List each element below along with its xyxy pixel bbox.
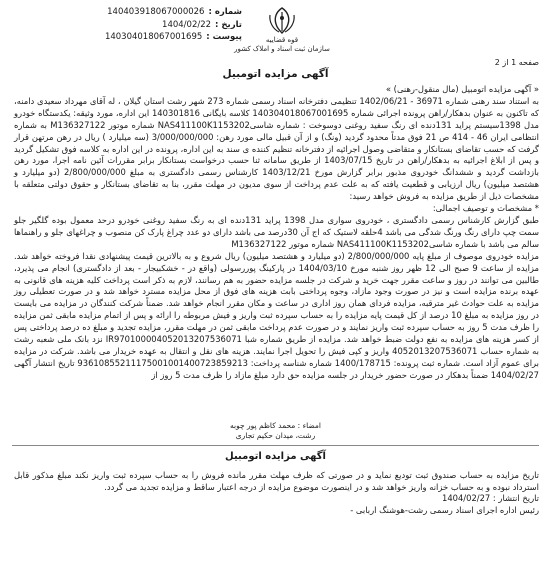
signer-role: رشت، میدان حکیم تجاری — [235, 431, 316, 440]
tracking-value: 140304018067001695 — [104, 32, 203, 42]
notice-paragraph: تاریخ مزایده به حساب صندوق ثبت تودیع نماید و در صورتی که ظرف مهلت مقرر مانده فروش را به حساب سپرده ثبت واریز نکند مبلغ مذکور قابل استرداد نبوده و به حساب خزانه واریز خواهد شد و در اینصورت موضوع مزایده از درجه اعتبار ساقط و مزایده تجدید می گردد. — [14, 470, 539, 492]
judiciary-emblem — [222, 6, 342, 61]
case-number-row — [12, 6, 242, 19]
notice-paragraph: به استناد سند رهنی شماره 36971 - 1402/06/21 تنظیمی دفترخانه اسناد رسمی شماره 273 شهر رشت استان گیلان ، له آقای مهرداد سعیدی دامنه، که تاکنون به عنوان بدهکار/راهن پرونده اجرائی شماره 140304018067001695 کلاسه بایگانی 140301816 این اداره، مورد وثیقه: یکدستگاه خودرو مدل 1398سیستم پراید 131دنده ای رنگ سفید روغنی دوسوخت : شماره شاسیNAS411100K1153202 شماره موتور M136327122 به شماره انتظامی ایران 46 - 414 ص 21 فوق مدتاً محدود گردید (ونگ) و از آن قبیل مالی مورد رهن: 3/000/000/000 (سه میلیارد ) ریال در رهن مرتهن قرار گرفت که حسب تقاضای بستانکار و متقاضی وصول اجرائیه از دفترخانه تنظیم کننده ی سند به این اداره، پرونده در این اداره به کلاسه فوق تشکیل گردید و پس از ابلاغ اجرائیه به بدهکار/راهن در تاریخ 1403/07/15 از طریق سامانه ثنا حسب درخواست بستانکار برابر مقررات آئین نامه اجرا، مورد رهن بازداشت گردید و ششدانگ خودروی مذبور برابر گزارش مورخ 1403/12/21 کارشناس رسمی دادگستری به مبلغ 2/800/000/000 (دو میلیارد و هشتصد میلیون) ریال ارزیابی و قطعیت یافته که به علت عدم پرداخت از سوی مدیون در مهلت مقرر، بنا به تقاضای بستانکار و حقوق دولتی متعلقه با مشخصات ذیل از طریق مزایده به فروش خواهد رسید: — [14, 95, 539, 202]
signature-block — [0, 421, 551, 441]
case-number-label: شماره : — [208, 7, 242, 17]
notice-body — [14, 84, 539, 424]
tracking-label: پیوست : — [206, 32, 242, 42]
notice-body-continued — [14, 470, 539, 570]
section-divider — [12, 445, 539, 446]
notice-paragraph: * مشخصات و توصیف اجمالی: — [432, 203, 539, 214]
emblem-icon — [265, 6, 299, 36]
issuer-line: رئیس اداره اجرای اسناد رسمی رشت-هوشنگ اربابی - — [350, 504, 539, 515]
date-label: تاریخ : — [215, 19, 242, 30]
tracking-row — [12, 31, 242, 44]
page-number: صفحه 1 از 2 — [494, 58, 539, 67]
date-row — [12, 19, 242, 32]
notice-title-continued: آگهی مزایده اتومبیل — [225, 451, 326, 462]
date-value: 1404/02/22 — [162, 19, 212, 30]
notice-paragraph: طبق گزارش کارشناس رسمی دادگستری ، خودروی سواری مدل 1398 پراید 131دنده ای به رنگ سفید روغنی خودرو درحد معمول بوده گلگیر جلو سمت چپ دارای رنگ ورنگ شدگی می باشد 4حلقه لاستیک که اج آن 30درصد می باشد دارای دو عدد چراغ پارک کن منصوب و چراغهای جلو و راهنماها سالم می باشد با شماره شاسیNAS411100K1153202 شماره موتور M136327122 — [14, 214, 539, 249]
publication-date: تاریخ انتشار : 1404/02/27 — [441, 493, 539, 503]
notice-title: آگهی مزایده اتومبیل — [222, 68, 329, 80]
document-header-meta — [12, 6, 242, 44]
signer-name: امضاء : محمد کاظم پور چوبه — [229, 421, 321, 430]
notice-paragraph: « آگهی مزایده اتومبیل (مال منقول-رهنی) » — [385, 84, 539, 94]
org-line-1: قوه قضاییه — [265, 36, 299, 44]
notice-paragraph: مزایده خودروی موصوف از مبلغ پایه 2/800/000/000 (دو میلیارد و هشتصد میلیون) ریال شروع و به بالاترین قیمت پیشنهادی نقدا فروخته خواهد شد. مزایده از ساعت 9 صبح الی 12 ظهر روز شنبه مورخ 1404/03/10 در پارکینگ پوررسولی (واقع در - خشکبیجار - بعد از دادگستری) انجام می پذیرد، طالبین می توانند در روز و ساعت مقرر جهت خرید و شرکت در جلسه مزایده حضور به هم رسانند، لازم به ذکر است پرداخت کلیه هزینه های قانونی به عهده برنده مزایده است و نیز در صورت وجود مازاد، وجوه پرداختی بابت هزینه های فوق از محل مزایده مسترد خواهد شد و در صورت تعطیلی روز مزایده به علت حوادث غیر مترقبه، مزایده فردای همان روز اداری در ساعت و مکان مقرر انجام خواهد شد. ضمناً شرکت کنندگان در مزایده می بایست در روز مزایده به مبلغ 10 درصد از کل قیمت پایه مزایده را به حساب سپرده ثبت واریز و فیش مربوطه را ارائه و پس از اتمام مزایده مابقی ثمن مزایده را ظرف مدت 5 روز به حساب سپرده ثبت واریز نمایند و در صورت عدم پرداخت مابقی ثمن در مهلت مقرر، مزایده تجدید و مبلغ ده درصد پرداختی پس از کسر هزینه های مزایده به نفع دولت ضبط خواهد شد. مزایده از طریق شماره شبا IR970100004052013207536071 نزد بانک ملی شعبه رشت به شماره حساب 4052013207536071 واریز و کپی فیش را تحویل اجرا نمایند. هزینه های نقل و انتقال به عهده خریدار می باشد. شرکت در مزایده برای عموم آزاد است. شماره ثبت پرونده: 1400/178715 شماره شناسه پرداخت: 93610855211175001001400723859213 تاریخ انتشار آگهی 1404/02/27 ضمناً بدهکار در صورت حضور خریدار در جلسه مزایده حق دارد مبلغ مازاد را ظرف مدت 5 روز از — [14, 250, 540, 380]
org-line-2: سازمان ثبت اسناد و املاک کشور — [234, 45, 330, 53]
case-number-value: 140403918067000026 — [107, 7, 205, 17]
